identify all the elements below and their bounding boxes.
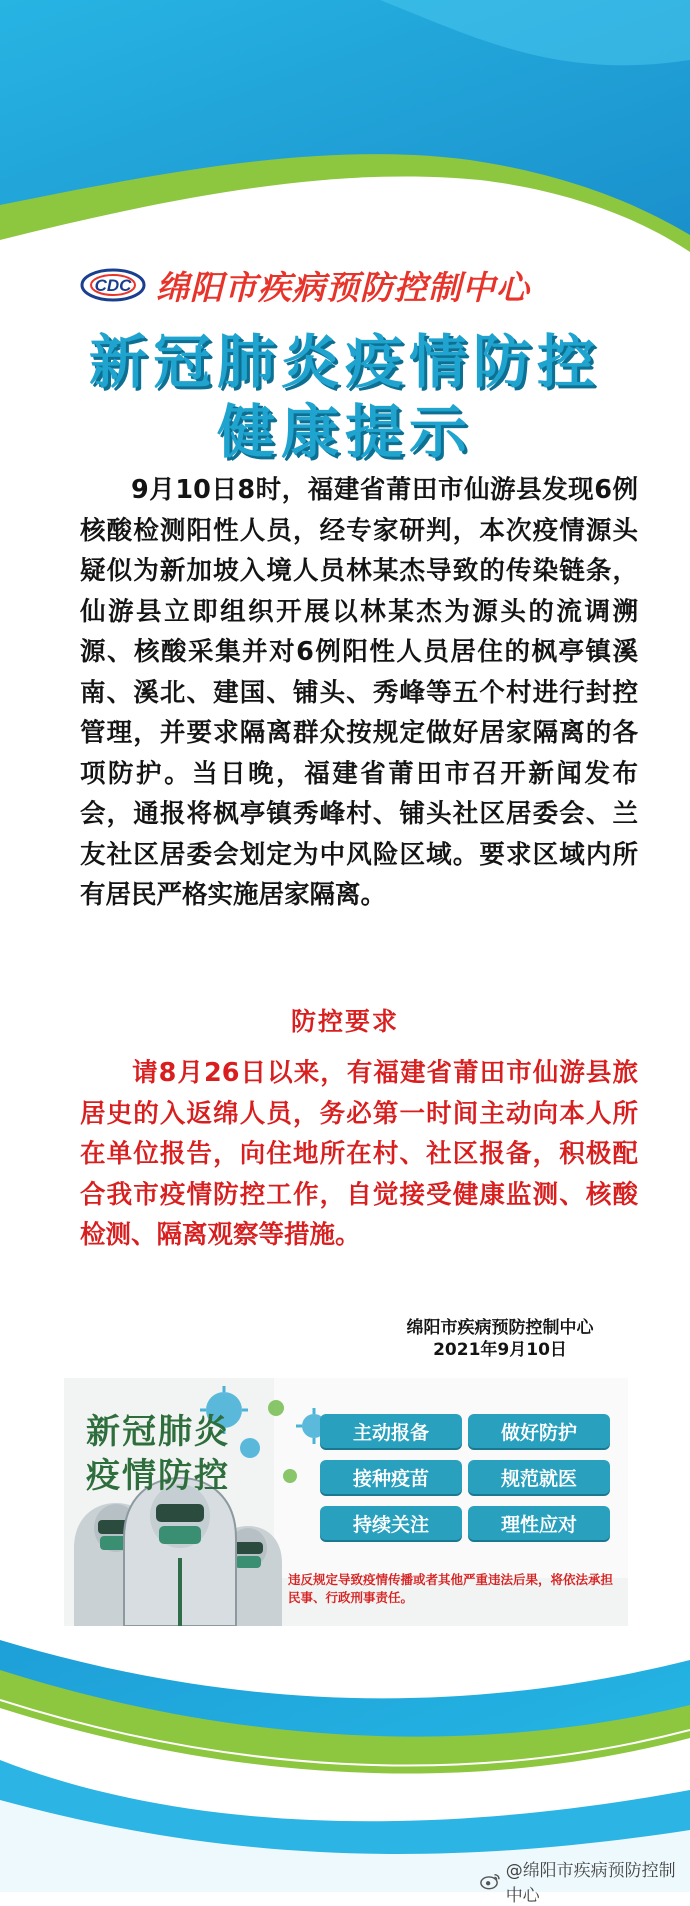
poster-title bbox=[86, 1410, 230, 1498]
poster-title-line2: 疫情防控 bbox=[86, 1456, 230, 1496]
svg-text:CDC: CDC bbox=[94, 276, 132, 295]
watermark-text: @绵阳市疾病预防控制中心 bbox=[505, 1861, 676, 1906]
keep-watch-button: 持续关注 bbox=[320, 1506, 462, 1540]
requirement-paragraph-text: 请8月26日以来，有福建省莆田市仙游县旅居史的入返绵人员，务必第一时间主动向本人所在单位报告，向住地所在村、社区报备，积极配合我市疫情防控工作，自觉接受健康监测、核酸检测、隔离观察等措施。 bbox=[80, 1058, 638, 1250]
vaccination-button: 接种疫苗 bbox=[320, 1460, 462, 1494]
report-proactively-button: 主动报备 bbox=[320, 1414, 462, 1448]
protection-button: 做好防护 bbox=[468, 1414, 610, 1448]
rational-response-button: 理性应对 bbox=[468, 1506, 610, 1540]
weibo-watermark bbox=[480, 1856, 690, 1906]
main-title-line1: 新冠肺炎疫情防控 bbox=[88, 328, 601, 396]
weibo-icon bbox=[480, 1871, 502, 1891]
cdc-logo-icon bbox=[80, 265, 146, 305]
org-name: 绵阳市疾病预防控制中心 bbox=[156, 267, 530, 307]
signoff-date: 2021年9月10日 bbox=[433, 1340, 567, 1360]
section-title: 防控要求 bbox=[290, 1007, 399, 1036]
requirement-paragraph bbox=[80, 1053, 638, 1256]
medical-visit-button: 规范就医 bbox=[468, 1460, 610, 1494]
org-header bbox=[80, 262, 620, 308]
signoff bbox=[380, 1317, 620, 1361]
legal-warning: 违反规定导致疫情传播或者其他严重违法后果，将依法承担民事、行政刑事责任。 bbox=[288, 1572, 614, 1605]
poster-title-line1: 新冠肺炎 bbox=[86, 1412, 230, 1452]
signoff-org: 绵阳市疾病预防控制中心 bbox=[406, 1318, 594, 1338]
notice-paragraph-text: 9月10日8时，福建省莆田市仙游县发现6例核酸检测阳性人员，经专家研判，本次疫情源头疑似为新加坡入境人员林某杰导致的传染链条，仙游县立即组织开展以林某杰为源头的流调溯源、核酸采集并对6例阳性人员居住的枫亭镇溪南、溪北、建国、铺头、秀峰等五个村进行封控管理，并要求隔离群众按规定做好居家隔离的各项防护。当日晚，福建省莆田市召开新闻发布会，通报将枫亭镇秀峰村、铺头社区居委会、兰友社区居委会划定为中风险区域。要求区域内所有居民严格实施居家隔离。 bbox=[80, 475, 638, 910]
main-title-line2: 健康提示 bbox=[216, 398, 473, 466]
notice-paragraph bbox=[80, 470, 638, 916]
